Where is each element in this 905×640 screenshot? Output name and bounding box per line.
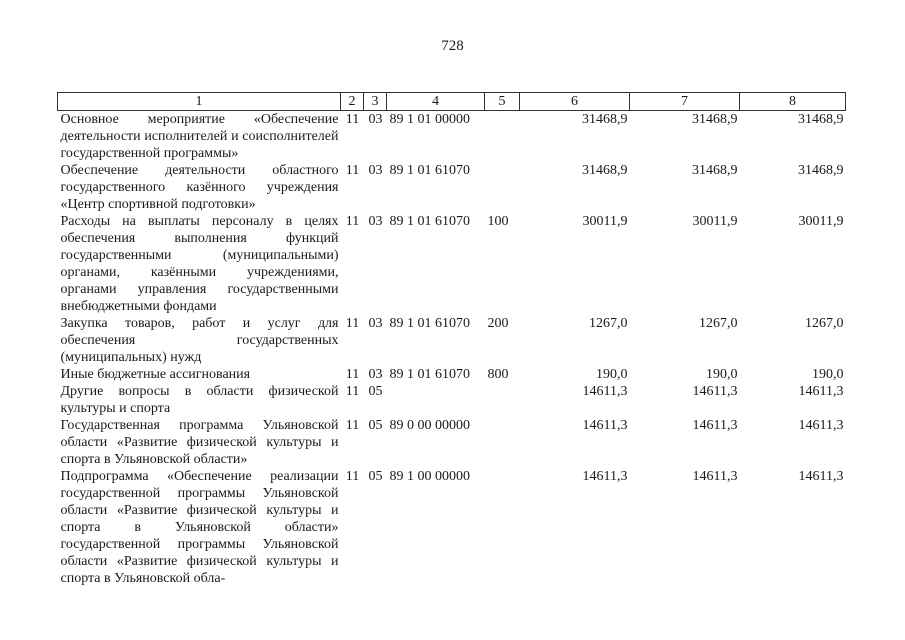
row-value-6: 14611,3 [582,418,628,433]
column-header-4: 4 [387,93,485,111]
row-target-code: 89 0 00 00000 [389,418,470,433]
row-value-6: 190,0 [596,367,628,382]
table-row [58,468,846,587]
row-value-6: 31468,9 [582,112,628,127]
row-name: Другие вопросы в области физической культуры и спорта [60,384,339,416]
row-expense-type [485,111,520,163]
row-section: 11 [345,163,360,178]
row-name: Основное мероприятие «Обеспечение деятельности исполнителей и соисполнителей государственной программы» [60,112,339,161]
row-expense-type: 200 [487,316,509,331]
row-value-7: 1267,0 [699,316,738,331]
row-name: Подпрограмма «Обеспечение реализации государственной программы Ульяновской области «Развитие физической культуры и спорта в Ульяновской области» государственной программы Ульяновской области «Развитие физической культуры и спорта в Ульяновской обла- [60,469,339,586]
column-header-8: 8 [740,93,846,111]
row-target-code: 89 1 01 00000 [389,112,470,127]
row-subsection: 03 [368,367,383,382]
row-value-6: 14611,3 [582,384,628,399]
table-row [58,213,846,315]
row-target-code: 89 1 01 61070 [389,316,470,331]
row-value-8: 190,0 [812,367,844,382]
budget-table [57,92,846,587]
row-subsection: 03 [368,316,383,331]
row-name: Закупка товаров, работ и услуг для обеспечения государственных (муниципальных) нужд [60,316,339,365]
row-section: 11 [345,112,360,127]
row-name: Государственная программа Ульяновской области «Развитие физической культуры и спорта в Ульяновской области» [60,418,339,467]
row-expense-type: 100 [487,214,509,229]
table-row [58,417,846,468]
row-subsection: 05 [368,469,383,484]
table-row [58,315,846,366]
row-expense-type [485,417,520,468]
table-header [58,93,846,111]
page-number: 728 [441,38,464,54]
row-value-6: 30011,9 [582,214,628,229]
row-expense-type [485,383,520,417]
row-value-8: 1267,0 [805,316,844,331]
column-header-3: 3 [364,93,387,111]
table-row [58,366,846,383]
row-value-7: 31468,9 [692,163,738,178]
row-value-7: 14611,3 [692,384,738,399]
row-section: 11 [345,384,360,399]
row-target-code: 89 1 01 61070 [389,214,470,229]
row-expense-type [485,162,520,213]
row-name: Иные бюджетные ассигнования [60,367,251,382]
column-header-6: 6 [520,93,630,111]
row-target-code: 89 1 01 61070 [389,367,470,382]
row-target-code [387,383,485,417]
column-header-5: 5 [485,93,520,111]
table-row [58,383,846,417]
row-target-code: 89 1 01 61070 [389,163,470,178]
row-subsection: 03 [368,163,383,178]
row-section: 11 [345,418,360,433]
row-expense-type: 800 [487,367,509,382]
row-section: 11 [345,316,360,331]
row-value-7: 14611,3 [692,418,738,433]
row-value-8: 14611,3 [798,418,844,433]
row-value-8: 30011,9 [798,214,844,229]
row-subsection: 03 [368,112,383,127]
table-row [58,162,846,213]
row-value-6: 14611,3 [582,469,628,484]
row-value-8: 14611,3 [798,384,844,399]
row-value-7: 31468,9 [692,112,738,127]
row-value-6: 1267,0 [589,316,628,331]
row-subsection: 05 [368,384,383,399]
row-section: 11 [345,367,360,382]
row-value-8: 31468,9 [798,163,844,178]
row-subsection: 03 [368,214,383,229]
table-row [58,111,846,163]
row-value-7: 30011,9 [692,214,738,229]
row-expense-type [485,468,520,587]
row-value-7: 14611,3 [692,469,738,484]
row-value-6: 31468,9 [582,163,628,178]
row-value-8: 31468,9 [798,112,844,127]
row-target-code: 89 1 00 00000 [389,469,470,484]
row-section: 11 [345,469,360,484]
row-name: Расходы на выплаты персоналу в целях обеспечения выполнения функций государственными (муниципальными) органами, казёнными учреждениями, органами управления государственными внебюджетными фондами [60,214,339,314]
column-header-2: 2 [341,93,364,111]
row-subsection: 05 [368,418,383,433]
row-section: 11 [345,214,360,229]
row-value-7: 190,0 [706,367,738,382]
row-name: Обеспечение деятельности областного государственного казённого учреждения «Центр спортивной подготовки» [60,163,339,212]
column-header-1: 1 [58,93,341,111]
column-header-7: 7 [630,93,740,111]
row-value-8: 14611,3 [798,469,844,484]
